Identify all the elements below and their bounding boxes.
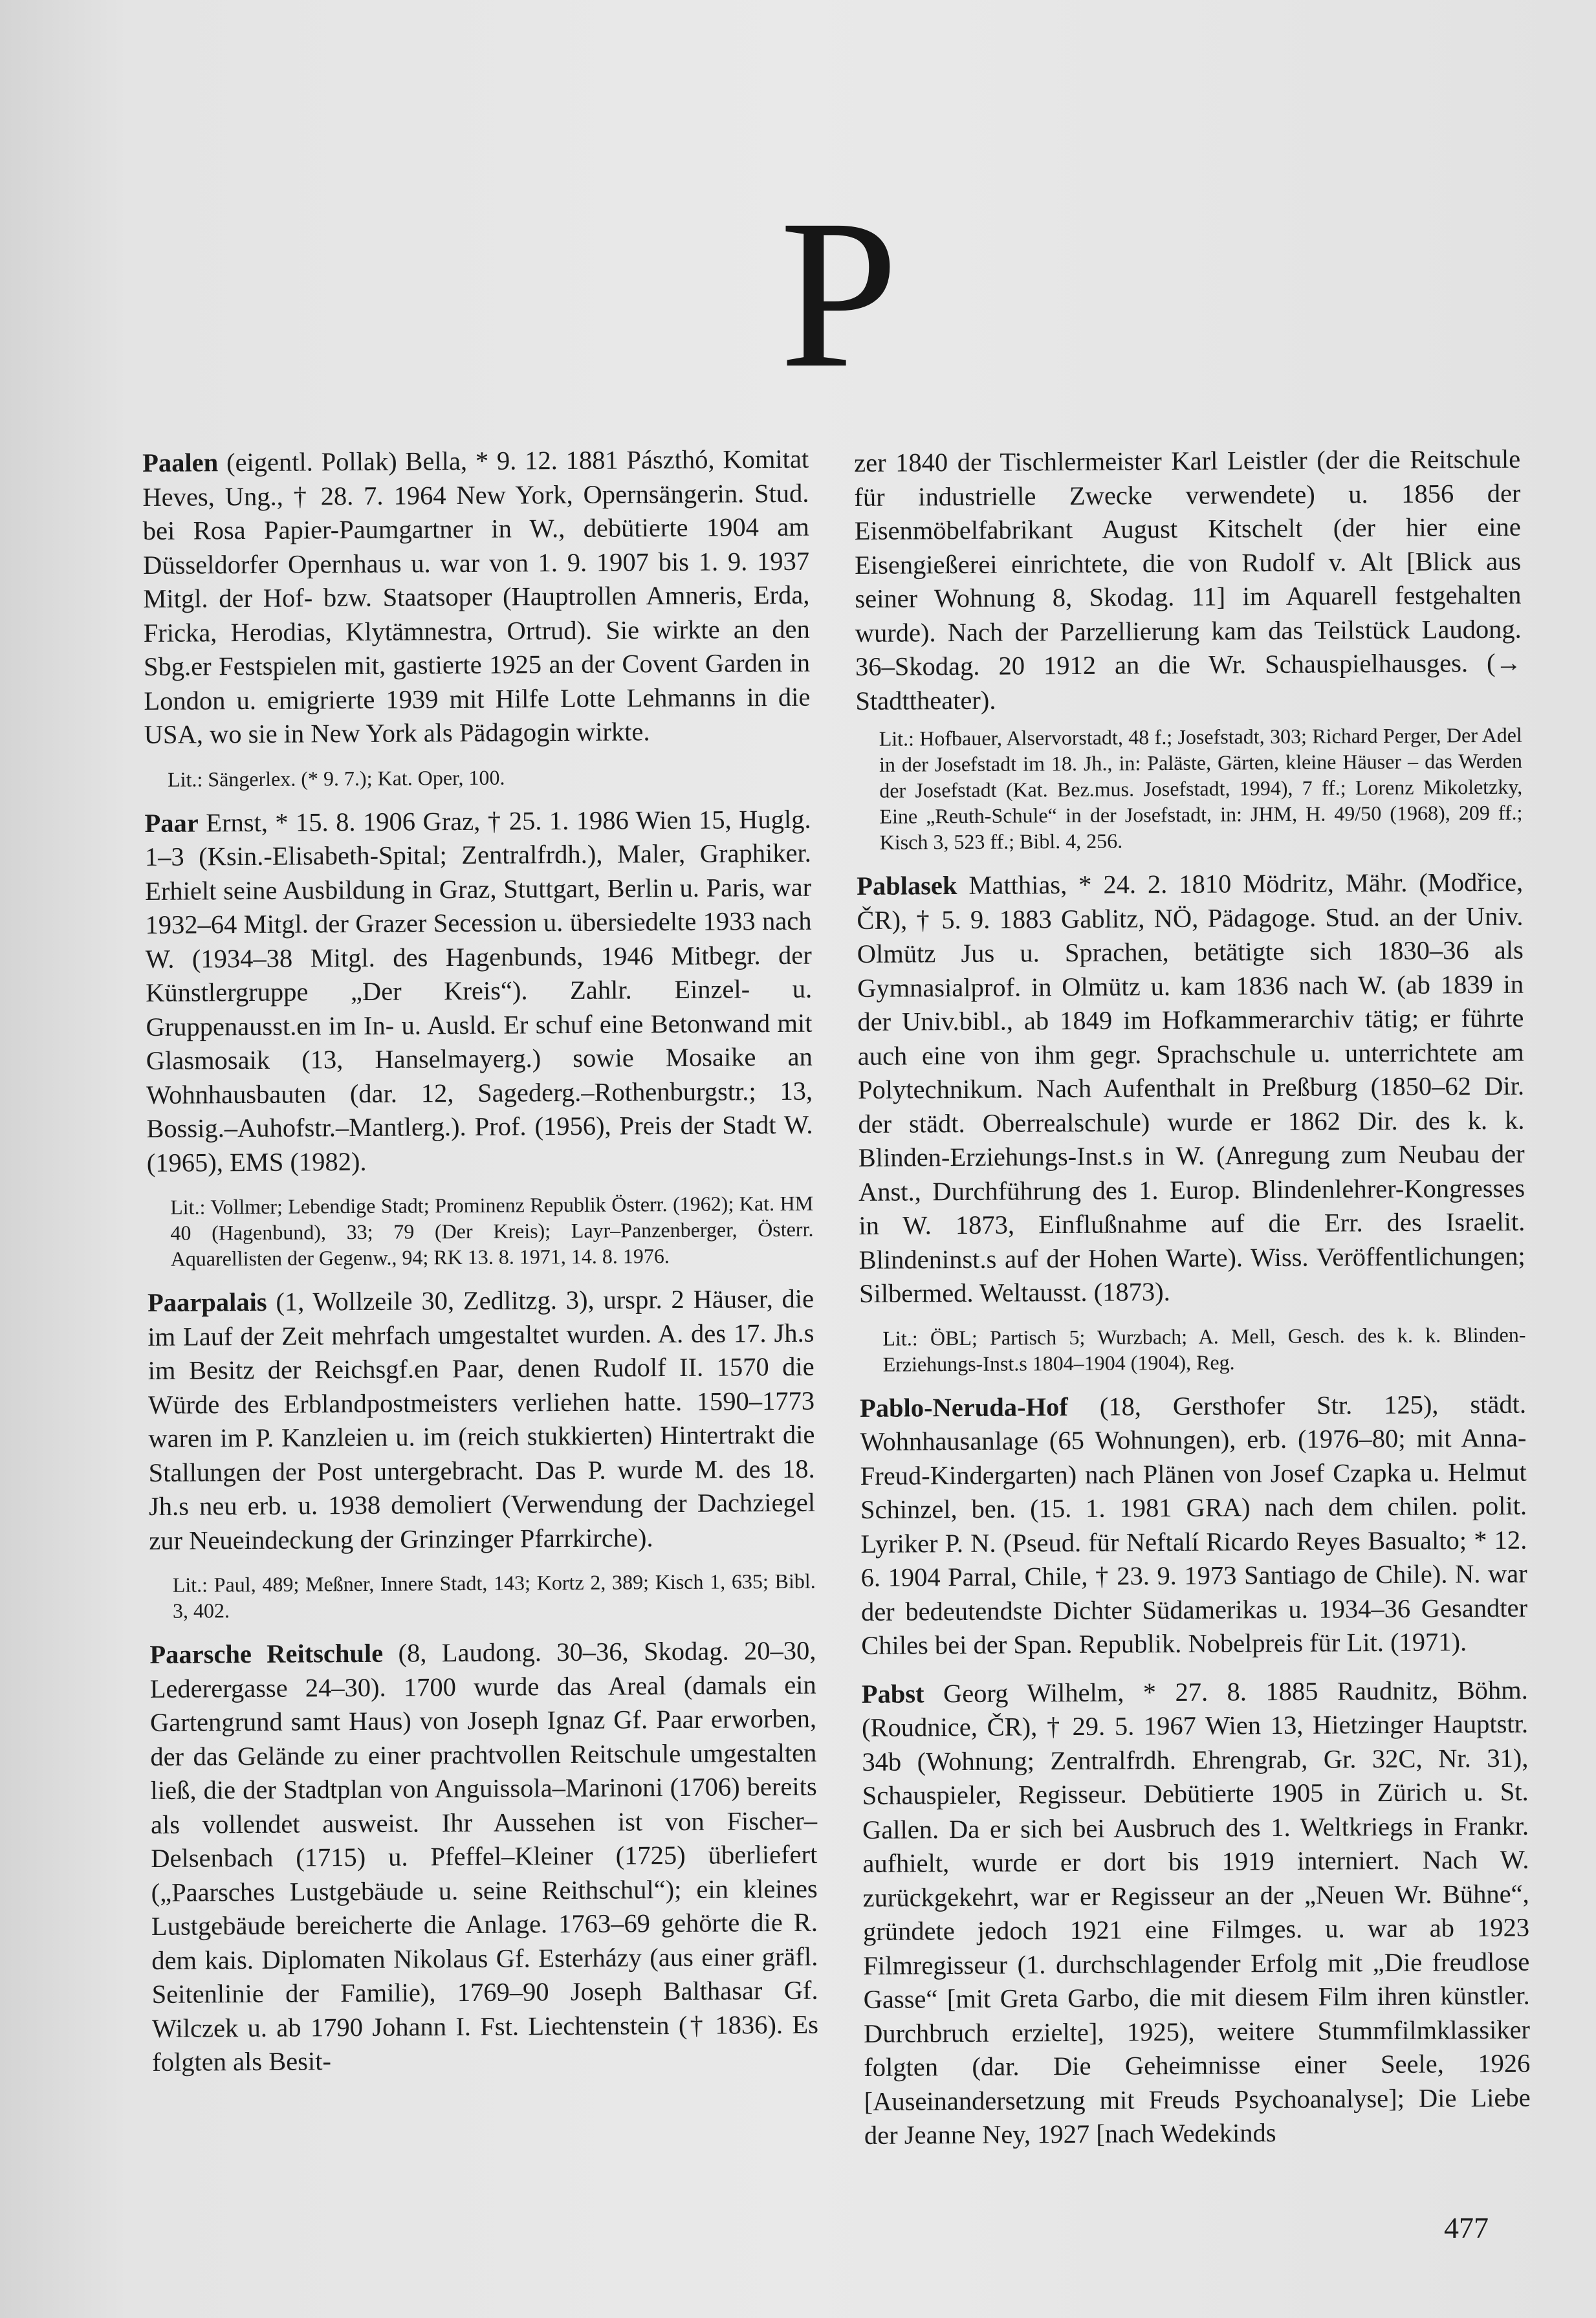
page-number: 477 bbox=[1444, 2211, 1489, 2244]
entry-text: (1, Wollzeile 30, Zedlitzg. 3), urspr. 2 Häuser, die im Lauf der Zeit mehrfach umgestaltet wurden. A. des 17. Jh.s im Besitz der Reichsgf.en Paar, denen Rudolf II. 1570 die Würde des Erblandpostmeisters verliehen hatte. 1590–1773 waren im P. Kanzleien u. im (reich stukkierten) Hintertrakt die Stallungen der Post untergebracht. Das P. wurde M. des 18. Jh.s neu erb. u. 1938 demoliert (Verwendung der Dachziegel zur Neueindeckung der Grinzinger Pfarrkirche). bbox=[148, 1284, 816, 1555]
entry-paar bbox=[144, 802, 813, 1180]
entry-text: zer 1840 der Tischlermeister Karl Leistler (der die Reitschule für industrielle Zwecke verwendete) u. 1856 der Eisenmöbelfabrikant August Kitschelt (der hier eine Eisengießerei einrichtete, die von Rudolf v. Alt [Blick aus seiner Wohnung 8, Skodag. 11] im Aquarell festgehalten wurde). Nach der Parzellierung kam das Teilstück Laudong. 36–Skodag. 20 1912 an die Wr. Schauspielhausges. (→ Stadttheater). bbox=[854, 444, 1522, 716]
entry-text: Matthias, * 24. 2. 1810 Mödritz, Mähr. (Modřice, ČR), † 5. 9. 1883 Gablitz, NÖ, Pädagoge. Stud. an der Univ. Olmütz Jus u. Sprachen, betätigte sich 1830–36 als Gymnasialprof. in Olmütz u. kam 1836 nach W. (ab 1839 in der Univ.bibl., ab 1849 im Hofkammerarchiv tätig; er führte auch eine von ihm gegr. Sprachschule u. unterrichtete am Polytechnikum. Nach Aufenthalt in Preßburg (1850–62 Dir. der städt. Oberrealschule) wurde er 1862 Dir. des k. k. Blinden-Erziehungs-Inst.s in W. (Anregung zum Neubau der Anst., Durchführung des 1. Europ. Blindenlehrer-Kongresses in W. 1873, Einflußnahme auf die Err. des Israelit. Blindeninst.s auf der Hohen Warte). Wiss. Veröffentlichungen; Silbermed. Weltausst. (1873). bbox=[857, 867, 1525, 1308]
entry-paalen bbox=[142, 443, 811, 752]
lemma: Pabst bbox=[861, 1678, 924, 1709]
entry-text: (8, Laudong. 30–36, Skodag. 20–30, Lederergasse 24–30). 1700 wurde das Areal (damals ein Gartengrund samt Haus) von Joseph Ignaz Gf. Paar erworben, der das Gelände zu einer prachtvollen Reitschule umgestalten ließ, die der Stadtplan von Anguissola–Marinoni (1706) bereits als vollendet ausweist. Ihr Aussehen ist von Fischer–Delsenbach (1715) u. Pfeffel–Kleiner (1725) überliefert („Paarsches Lustgebäude u. seine Reithschul“); ein kleines Lustgebäude bereicherte die Anlage. 1763–69 gehörte die R. dem kais. Diplomaten Nikolaus Gf. Esterházy (aus einer gräfl. Seitenlinie der Familie), 1769–90 Joseph Balthasar Gf. Wilczek u. ab 1790 Johann I. Fst. Liechtenstein († 1836). Es folgten als Besit- bbox=[149, 1635, 819, 2077]
literature-note: Lit.: Paul, 489; Meßner, Innere Stadt, 143; Kortz 2, 389; Kisch 1, 635; Bibl. 3, 402. bbox=[172, 1569, 816, 1623]
lemma: Pablo-Neruda-Hof bbox=[859, 1392, 1068, 1423]
left-column bbox=[142, 443, 819, 2094]
entry-pabst bbox=[862, 1673, 1531, 2152]
entry-continuation bbox=[854, 443, 1522, 718]
entry-text: (18, Gersthofer Str. 125), städt. Wohnhausanlage (65 Wohnungen), erb. (1976–80; mit Anna-Freud-Kindergarten) nach Plänen von Josef Czapka u. Helmut Schinzel, ben. (15. 1. 1981 GRA) nach dem chilen. polit. Lyriker P. N. (Pseud. für Neftalí Ricardo Reyes Basualto; * 12. 6. 1904 Parral, Chile, † 23. 9. 1973 Santiago de Chile). N. war der bedeutendste Dichter Südamerikas u. 1934–36 Gesandter Chiles bei der Span. Republik. Nobelpreis für Lit. (1971). bbox=[860, 1389, 1528, 1660]
right-column bbox=[854, 443, 1531, 2167]
lemma: Pablasek bbox=[857, 871, 957, 901]
entry-pablo-neruda-hof bbox=[860, 1387, 1528, 1663]
entry-pablasek bbox=[857, 866, 1525, 1311]
entry-paarpalais bbox=[148, 1282, 816, 1558]
lemma: Paar bbox=[144, 807, 199, 838]
lemma: Paalen bbox=[142, 448, 219, 477]
literature-note: Lit.: ÖBL; Partisch 5; Wurzbach; A. Mell, Gesch. des k. k. Blinden-Erziehungs-Inst.s 1804–1904 (1904), Reg. bbox=[882, 1322, 1526, 1376]
entry-text: Georg Wilhelm, * 27. 8. 1885 Raudnitz, Böhm. (Roudnice, ČR), † 29. 5. 1967 Wien 13, Hietzinger Hauptstr. 34b (Wohnung; Zentralfrdh. Ehrengrab, Gr. 32C, Nr. 31), Schauspieler, Regisseur. Debütierte 1905 in Zürich u. St. Gallen. Da er sich bei Ausbruch des 1. Weltkriegs in Frankr. aufhielt, wurde er dort bis 1919 interniert. Nach W. zurückgekehrt, war er Regisseur an der „Neuen Wr. Bühne“, gründete jedoch 1921 eine Filmges. u. war ab 1923 Filmregisseur (1. durchschlagender Erfolg mit „Die freudlose Gasse“ [mit Greta Garbo, die mit diesem Film ihren künstler. Durchbruch erzielte], 1925), weitere Stummfilmklassiker folgten (dar. Die Geheimnisse einer Seele, 1926 [Auseinandersetzung mit Freuds Psychoanalyse]; Die Liebe der Jeanne Ney, 1927 [nach Wedekinds bbox=[861, 1675, 1531, 2150]
entry-text: Ernst, * 15. 8. 1906 Graz, † 25. 1. 1986 Wien 15, Huglg. 1–3 (Ksin.-Elisabeth-Spital; Zentralfrdh.), Maler, Graphiker. Erhielt seine Ausbildung in Graz, Stuttgart, Berlin u. Paris, war 1932–64 Mitgl. der Grazer Secession u. übersiedelte 1933 nach W. (1934–38 Mitgl. des Hagenbunds, 1946 Mitbegr. der Künstlergruppe „Der Kreis“). Zahlr. Einzel- u. Gruppenausst.en im In- u. Ausld. Er schuf eine Betonwand mit Glasmosaik (13, Hanselmayerg.) sowie Mosaike an Wohnhausbauten (dar. 12, Sagederg.–Rothenburgstr.; 13, Bossig.–Auhofstr.–Mantlerg.). Prof. (1956), Preis der Stadt W. (1965), EMS (1982). bbox=[144, 804, 813, 1177]
entry-paarsche-reitschule bbox=[149, 1634, 818, 2080]
lemma: Paarsche Reitschule bbox=[149, 1638, 384, 1669]
entry-text: (eigentl. Pollak) Bella, * 9. 12. 1881 Pászthó, Komitat Heves, Ung., † 28. 7. 1964 New York, Opernsängerin. Stud. bei Rosa Papier-Paumgartner in W., debütierte 1904 am Düsseldorfer Opernhaus u. war von 1. 9. 1907 bis 1. 9. 1937 Mitgl. der Hof- bzw. Staatsoper (Hauptrollen Amneris, Erda, Fricka, Herodias, Klytämnestra, Ortrud). Sie wirkte an den Sbg.er Festspielen mit, gastierte 1925 an der Covent Garden in London u. emigrierte 1939 mit Hilfe Lotte Lehmanns in die USA, wo sie in New York als Pädagogin wirkte. bbox=[142, 444, 811, 749]
section-letter: P bbox=[780, 176, 899, 412]
literature-note: Lit.: Vollmer; Lebendige Stadt; Prominenz Republik Österr. (1962); Kat. HM 40 (Hagenbund), 33; 79 (Der Kreis); Layr–Panzenberger, Österr. Aquarellisten der Gegenw., 94; RK 13. 8. 1971, 14. 8. 1976. bbox=[170, 1191, 814, 1271]
literature-note: Lit.: Hofbauer, Alservorstadt, 48 f.; Josefstadt, 303; Richard Perger, Der Adel in der Josefstadt im 18. Jh., in: Paläste, Gärten, kleine Häuser – das Werden der Josefstadt (Kat. Bez.mus. Josefstadt, 1994), 7 ff.; Lorenz Mikoletzky, Eine „Reuth-Schule“ in der Josefstadt, in: JHM, H. 49/50 (1968), 209 ff.; Kisch 3, 523 ff.; Bibl. 4, 256. bbox=[879, 723, 1523, 854]
lemma: Paarpalais bbox=[147, 1287, 267, 1317]
literature-note: Lit.: Sängerlex. (* 9. 7.); Kat. Oper, 100. bbox=[168, 765, 505, 791]
